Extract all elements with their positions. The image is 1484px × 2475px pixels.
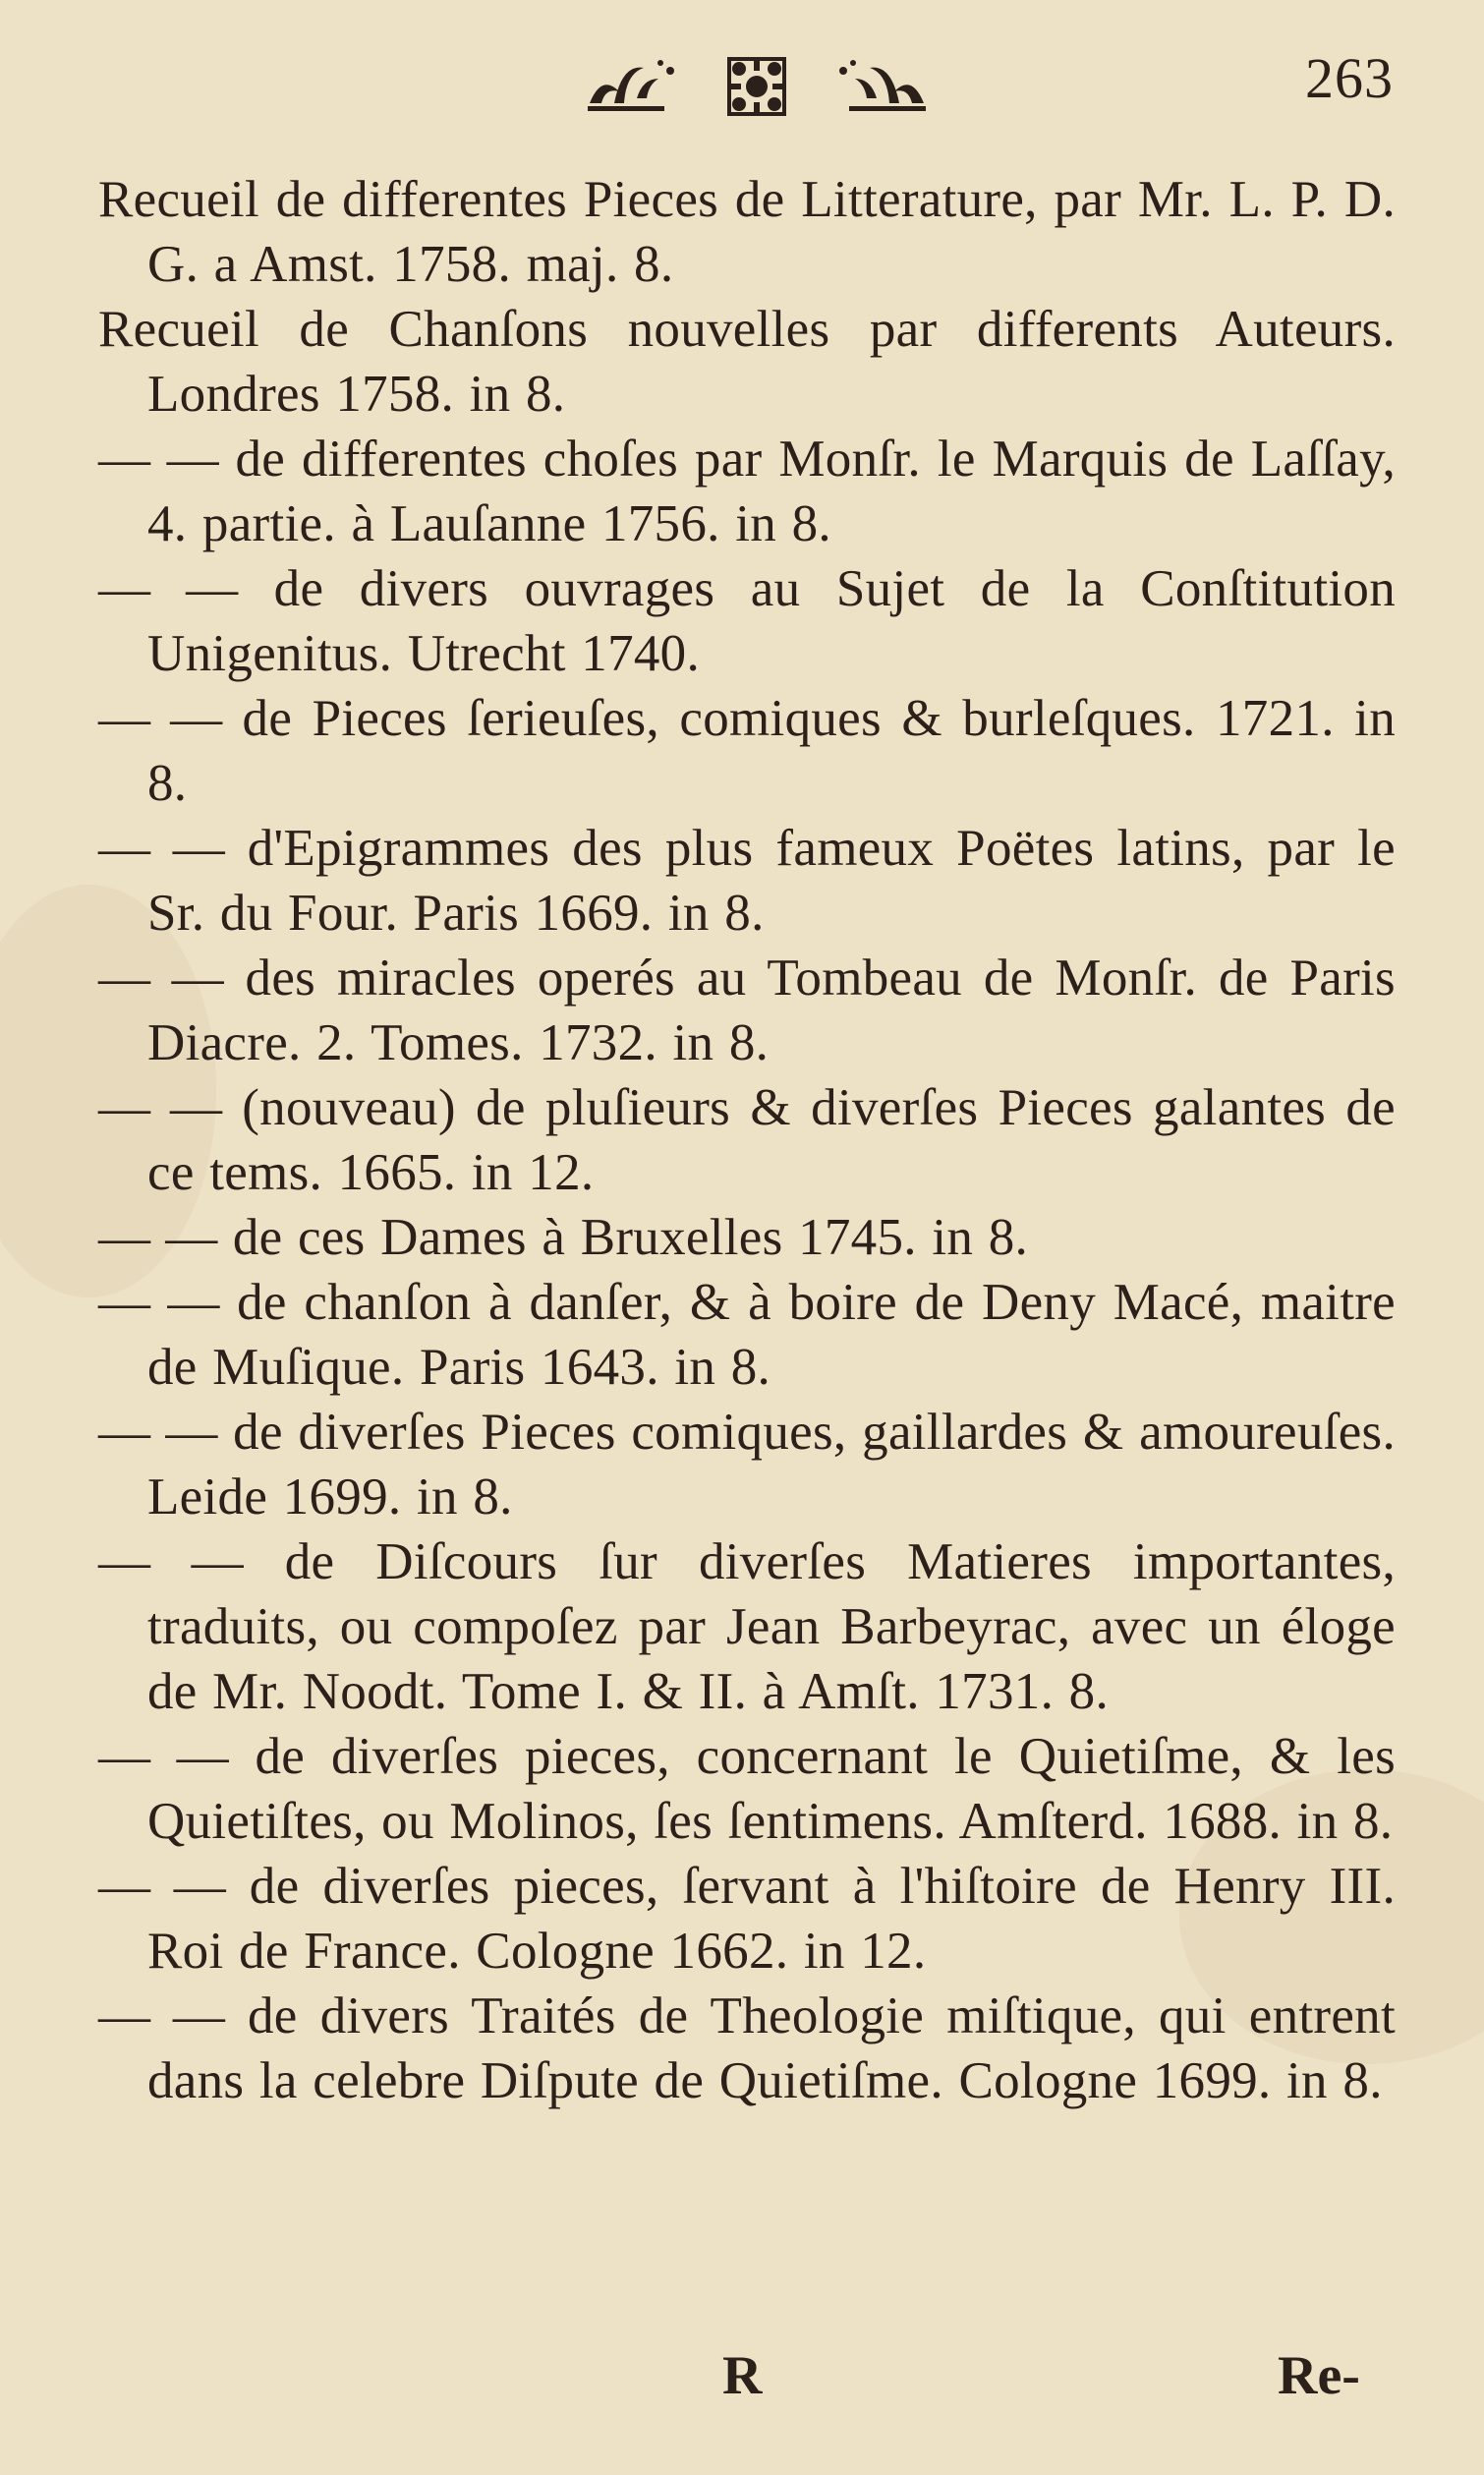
entry-text: de diverſes pieces, ſervant à l'hiſtoire de Henry III. Roi de France. Cologne 1662. in 12. [147, 1858, 1397, 1980]
catalogue-entry [98, 167, 1396, 297]
page-footer [0, 2344, 1484, 2423]
ditto-dash: — — [98, 1404, 218, 1461]
ditto-dash: — — [98, 560, 239, 617]
entry-text: de chanſon à danſer, & à boire de Deny Macé, maitre de Muſique. Paris 1643. in 8. [147, 1274, 1397, 1396]
ditto-dash: — — [98, 820, 225, 877]
catalogue-entry [98, 1205, 1396, 1270]
ditto-dash: — — [98, 1209, 218, 1266]
catalogue-entry [98, 816, 1396, 946]
catalogue-entry [98, 556, 1396, 686]
ditto-dash: — — [98, 1533, 244, 1590]
catalogue-entry [98, 1075, 1396, 1205]
catalogue-entry [98, 1400, 1396, 1529]
catalogue-entries [98, 167, 1396, 2113]
entry-text: des miracles operés au Tombeau de Monſr. de Paris Diacre. 2. Tomes. 1732. in 8. [147, 950, 1396, 1071]
entry-text: (nouveau) de pluſieurs & diverſes Pieces galantes de ce tems. 1665. in 12. [147, 1079, 1396, 1201]
catalogue-entry [98, 297, 1396, 427]
entry-text: Recueil de differentes Pieces de Litterature, par Mr. L. P. D. G. a Amst. 1758. maj. 8. [98, 171, 1396, 293]
entry-text: de divers ouvrages au Sujet de la Conſtitution Unigenitus. Utrecht 1740. [147, 560, 1397, 682]
catalogue-entry [98, 1529, 1396, 1724]
catalogue-entry [98, 946, 1396, 1075]
entry-text: de divers Traités de Theologie miſtique, qui entrent dans la celebre Diſpute de Quietiſme. Cologne 1699. in 8. [147, 1987, 1397, 2109]
ditto-dash: — — [98, 950, 224, 1007]
catalogue-entry [98, 1724, 1396, 1854]
ditto-dash: — — [98, 1987, 225, 2044]
entry-text: Recueil de Chanſons nouvelles par differents Auteurs. Londres 1758. in 8. [98, 301, 1396, 423]
catalogue-entry [98, 1854, 1396, 1984]
entry-text: de differentes choſes par Monſr. le Marquis de Laſſay, 4. partie. à Lauſanne 1756. in 8. [147, 431, 1396, 552]
ditto-dash: — — [98, 1858, 226, 1915]
catchword: Re- [1278, 2345, 1360, 2406]
entry-text: de diverſes pieces, concernant le Quietiſme, & les Quietiſtes, ou Molinos, ſes ſentimens. Amſterd. 1688. in 8. [147, 1728, 1396, 1850]
entry-text: de ces Dames à Bruxelles 1745. in 8. [232, 1209, 1029, 1266]
ditto-dash: — — [98, 1079, 222, 1136]
catalogue-entry [98, 1270, 1396, 1400]
entry-text: de Pieces ſerieuſes, comiques & burleſques. 1721. in 8. [147, 690, 1397, 812]
ditto-dash: — — [98, 1728, 229, 1785]
catalogue-entry [98, 427, 1396, 556]
page-header [0, 39, 1484, 128]
ditto-dash: — — [98, 690, 223, 747]
entry-text: de Diſcours ſur diverſes Matieres importantes, traduits, ou compoſez par Jean Barbeyrac, avec un éloge de Mr. Noodt. Tome I. & II. à Amſt. 1731. 8. [147, 1533, 1397, 1720]
catalogue-entry [98, 686, 1396, 816]
entry-text: de diverſes Pieces comiques, gaillardes & amoureuſes. Leide 1699. in 8. [147, 1404, 1397, 1525]
entry-text: d'Epigrammes des plus fameux Poëtes latins, par le Sr. du Four. Paris 1669. in 8. [147, 820, 1396, 942]
catalogue-entry [98, 1984, 1396, 2113]
signature-mark: R [722, 2345, 763, 2406]
printer-ornament-icon [580, 49, 934, 118]
page-number: 263 [1305, 46, 1394, 110]
ditto-dash: — — [98, 431, 219, 488]
ditto-dash: — — [98, 1274, 220, 1331]
